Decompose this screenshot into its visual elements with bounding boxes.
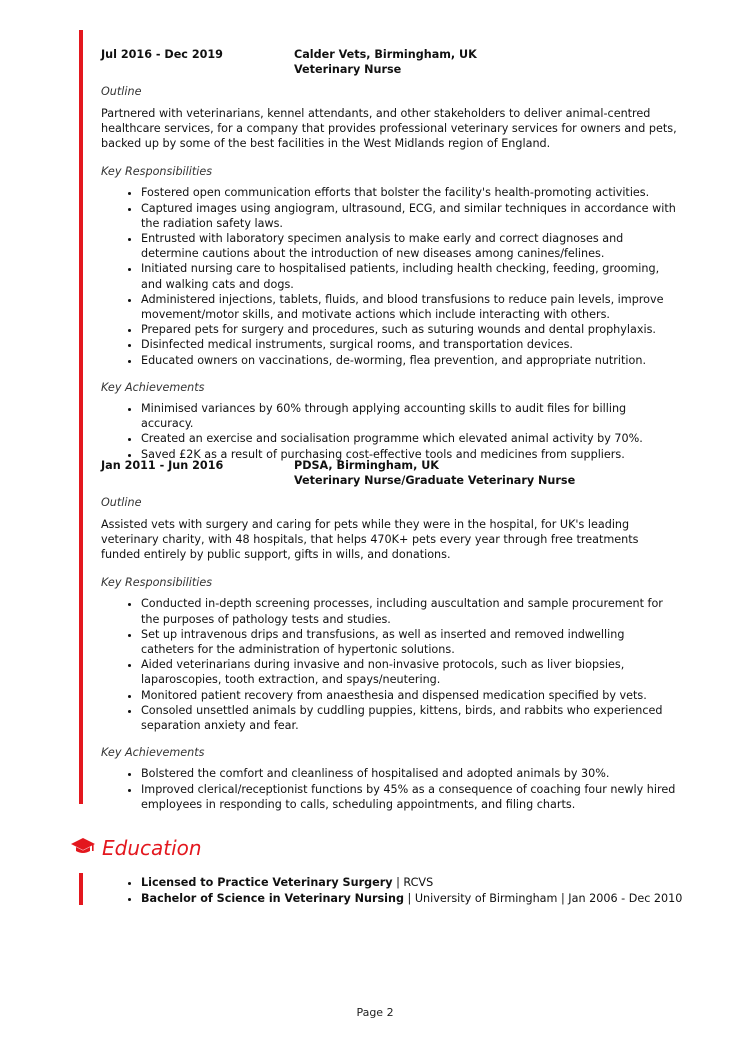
list-item: • Prepared pets for surgery and procedures, such as suturing wounds and dental prophylaxis. <box>141 322 681 337</box>
education-title: Education <box>102 836 202 860</box>
education-heading <box>70 836 202 860</box>
job-date: Jan 2011 - Jun 2016 <box>101 459 224 472</box>
page-number: Page 2 <box>356 1006 394 1019</box>
responsibilities-label: Key Responsibilities <box>101 576 213 590</box>
achievements-list <box>101 401 681 462</box>
list-item: • Conducted in-depth screening processes, including auscultation and sample procurement for the purposes of pathology tests and studies. <box>141 596 681 626</box>
job-title: Veterinary Nurse/Graduate Veterinary Nurse <box>294 474 576 488</box>
responsibilities-label: Key Responsibilities <box>101 165 213 179</box>
list-item: • Created an exercise and socialisation programme which elevated animal activity by 70%. <box>141 431 681 446</box>
achievements-label: Key Achievements <box>101 380 205 394</box>
list-item: • Administered injections, tablets, fluids, and blood transfusions to reduce pain levels, improve movement/motor skills, and motivate actions which include interacting with others. <box>141 292 681 322</box>
list-item: • Captured images using angiogram, ultrasound, ECG, and similar techniques in accordance with the radiation safety laws. <box>141 201 681 231</box>
education-degree: Licensed to Practice Veterinary Surgery <box>141 876 393 889</box>
list-item: • Fostered open communication efforts that bolster the facility's health-promoting activities. <box>141 185 681 200</box>
list-item: • Entrusted with laboratory specimen analysis to make early and correct diagnoses and determine cautions about the introduction of new diseases among canines/felines. <box>141 231 681 261</box>
list-item: • Set up intravenous drips and transfusions, as well as inserted and removed indwelling catheters for the administration of hypertonic solutions. <box>141 627 681 657</box>
education-degree: Bachelor of Science in Veterinary Nursing <box>141 891 404 905</box>
list-item: • Monitored patient recovery from anaesthesia and dispensed medication specified by vets. <box>141 688 681 703</box>
list-item: • Educated owners on vaccinations, de-worming, flea prevention, and appropriate nutrition. <box>141 353 681 368</box>
accent-bar <box>79 30 83 804</box>
list-item: • Disinfected medical instruments, surgical rooms, and transportation devices. <box>141 337 681 352</box>
responsibilities-list <box>101 185 681 367</box>
outline-label: Outline <box>101 85 142 99</box>
outline-label: Outline <box>101 496 142 510</box>
job-header <box>101 458 681 488</box>
job-employer: Calder Vets, Birmingham, UK <box>294 48 477 61</box>
job-title: Veterinary Nurse <box>294 63 402 77</box>
job-entry <box>101 458 681 824</box>
job-entry <box>101 47 681 474</box>
responsibilities-list <box>101 596 681 733</box>
job-employer: PDSA, Birmingham, UK <box>294 459 439 472</box>
list-item: • Improved clerical/receptionist functions by 45% as a consequence of coaching four newly hired employees in responding to calls, scheduling appointments, and filing charts. <box>141 782 681 812</box>
education-detail: | RCVS <box>392 876 434 889</box>
job-outline: Partnered with veterinarians, kennel attendants, and other stakeholders to deliver animal-centred healthcare services, for a company that provides professional veterinary services for owners and pets, backed up by some of the best facilities in the West Midlands region of England. <box>101 106 677 151</box>
accent-bar-education <box>79 873 83 905</box>
job-date: Jul 2016 - Dec 2019 <box>101 48 223 61</box>
list-item: • Bolstered the comfort and cleanliness of hospitalised and adopted animals by 30%. <box>141 766 681 781</box>
list-item: • Saved £2K as a result of purchasing cost-effective tools and medicines from suppliers. <box>141 447 681 462</box>
list-item: • Initiated nursing care to hospitalised patients, including health checking, feeding, grooming, and walking cats and dogs. <box>141 261 681 291</box>
education-item <box>141 891 701 907</box>
achievements-label: Key Achievements <box>101 746 205 760</box>
list-item: • Consoled unsettled animals by cuddling puppies, kittens, birds, and rabbits who experienced separation anxiety and fear. <box>141 703 681 733</box>
list-item: • Minimised variances by 60% through applying accounting skills to audit files for billing accuracy. <box>141 401 681 431</box>
graduation-cap-icon <box>70 836 96 860</box>
job-header <box>101 47 681 77</box>
list-item: • Aided veterinarians during invasive and non-invasive protocols, such as liver biopsies, laparoscopies, tooth extraction, and spays/neutering. <box>141 657 681 687</box>
achievements-list <box>101 766 681 812</box>
education-detail: | University of Birmingham | Jan 2006 - Dec 2010 <box>403 891 683 905</box>
education-list <box>101 875 701 906</box>
education-item <box>141 875 701 891</box>
job-outline: Assisted vets with surgery and caring for pets while they were in the hospital, for UK's leading veterinary charity, with 48 hospitals, that helps 470K+ pets every year through free treatments funded entirely by public support, gifts in wills, and donations. <box>101 517 639 562</box>
